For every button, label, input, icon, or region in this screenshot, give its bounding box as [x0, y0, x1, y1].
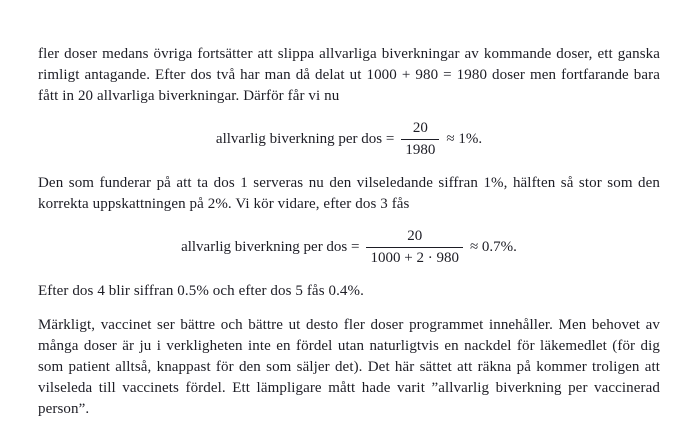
formula-1-fraction [401, 120, 439, 159]
paragraph-3: Efter dos 4 blir siffran 0.5% och efter dos 5 fås 0.4%. [38, 283, 364, 299]
formula-1-rhs: ≈ 1%. [446, 131, 483, 147]
paragraph-2: Den som funderar på att ta dos 1 serveras nu den vilseledande siffran 1%, hälften så stor som den korrekta uppskattningen på 2%. Vi kör vidare, efter dos 3 fås [38, 175, 660, 212]
formula-1-lhs: allvarlig biverkning per dos = [215, 131, 395, 147]
display-formula-2 [38, 228, 660, 267]
formula-2-numerator: 20 [407, 228, 423, 244]
formula-2-denominator: 1000 + 2 · 980 [366, 247, 462, 267]
formula-2-fraction [366, 228, 462, 267]
formula-2-lhs: allvarlig biverkning per dos = [181, 239, 360, 255]
formula-1-denominator: 1980 [401, 139, 439, 159]
paragraph-4: Märkligt, vaccinet ser bättre och bättre ut desto fler doser programmet innehåller. Men behovet av många doser är ju i verkligheten inte en fördel utan naturligtvis en nackdel för läkemedlet (för dig som patient alltså, knappast för den som säljer det). Det här sättet att räkna på kommer troligen att vilseleda till vaccinets fördel. Ett lämpligare mått hade varit ”allvarlig biverkning per vaccinerad person”. [38, 317, 660, 417]
formula-2-rhs: ≈ 0.7%. [469, 239, 517, 255]
paragraph-1: fler doser medans övriga fortsätter att slippa allvarliga biverkningar av kommande doser, ett ganska rimligt antagande. Efter dos två har man då delat ut 1000 + 980 = 1980 doser men fortfarande bara fått in 20 allvarliga biverkningar. Därför får vi nu [38, 46, 660, 104]
formula-1-numerator: 20 [412, 120, 428, 136]
display-formula-1 [38, 120, 660, 159]
